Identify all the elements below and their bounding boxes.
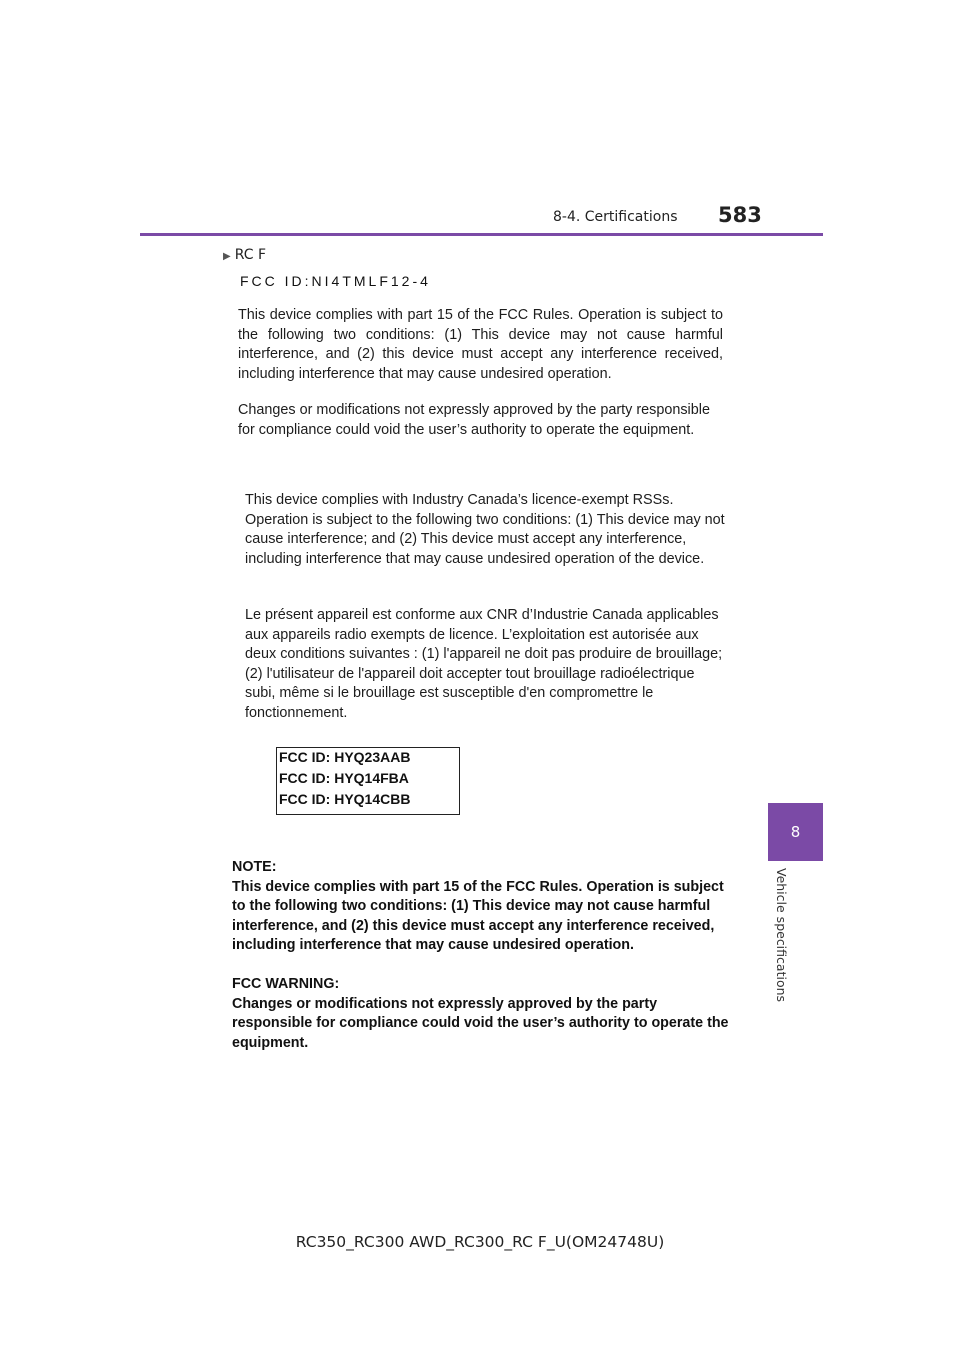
fcc-compliance-paragraph: This device complies with part 15 of the FCC Rules. Operation is subject to the following two conditions: (1) This device may not cause harmful interference, and (2) this device must accept any interference received, including interference that may cause undesired operation. xyxy=(238,307,723,382)
warning-heading: FCC WARNING: xyxy=(232,976,340,992)
note-heading: NOTE: xyxy=(232,859,277,875)
fcc-id-line: FCC ID:NI4TMLF12-4 xyxy=(240,273,431,289)
section-title: 8-4. Certifications xyxy=(553,209,678,225)
chapter-label-text: Vehicle specifications xyxy=(774,868,789,1003)
triangle-bullet-icon: ▶ xyxy=(223,251,231,262)
header-divider xyxy=(140,233,823,236)
document-id-footer: RC350_RC300 AWD_RC300_RC F_U(OM24748U) xyxy=(295,1233,665,1251)
fcc-id-item: FCC ID: HYQ14FBA xyxy=(279,770,409,786)
ic-french-paragraph: Le présent appareil est conforme aux CNR d’Industrie Canada applicables aux appareils radio exempts de licence. L’exploitation est autorisée aux deux conditions suivantes : (1) l'appareil ne doit pas produire de brouillage; (2) l'utilisateur de l'appareil doit accepter tout brouillage radioélectrique subi, même si le brouillage est susceptible d'en compromettre le fonctionnement. xyxy=(245,607,723,721)
fcc-id-item: FCC ID: HYQ23AAB xyxy=(279,749,411,765)
chapter-label xyxy=(774,868,807,1018)
note-block xyxy=(232,858,732,1053)
variant-heading xyxy=(223,247,266,263)
warning-text: Changes or modifications not expressly approved by the party responsible for compliance could void the user’s authority to operate the equipment. xyxy=(232,995,729,1051)
chapter-number: 8 xyxy=(790,823,801,841)
fcc-changes-paragraph: Changes or modifications not expressly approved by the party responsible for compliance could void the user’s authority to operate the equipment. xyxy=(238,402,710,438)
chapter-tab xyxy=(768,803,823,861)
fcc-id-box xyxy=(276,747,460,815)
fcc-id-item: FCC ID: HYQ14CBB xyxy=(279,791,411,807)
ic-english-paragraph: This device complies with Industry Canada’s licence-exempt RSSs. Operation is subject to the following two conditions: (1) This device may not cause interference; and (2) This device must accept any interference, including interference that may cause undesired operation of the device. xyxy=(245,492,725,567)
note-text: This device complies with part 15 of the FCC Rules. Operation is subject to the following two conditions: (1) This device may not cause harmful interference, and (2) this device must accept any interference received, including interference that may cause undesired operation. xyxy=(232,878,724,953)
page-number: 583 xyxy=(718,203,762,227)
spacer xyxy=(232,956,732,976)
variant-label: RC F xyxy=(234,247,267,263)
